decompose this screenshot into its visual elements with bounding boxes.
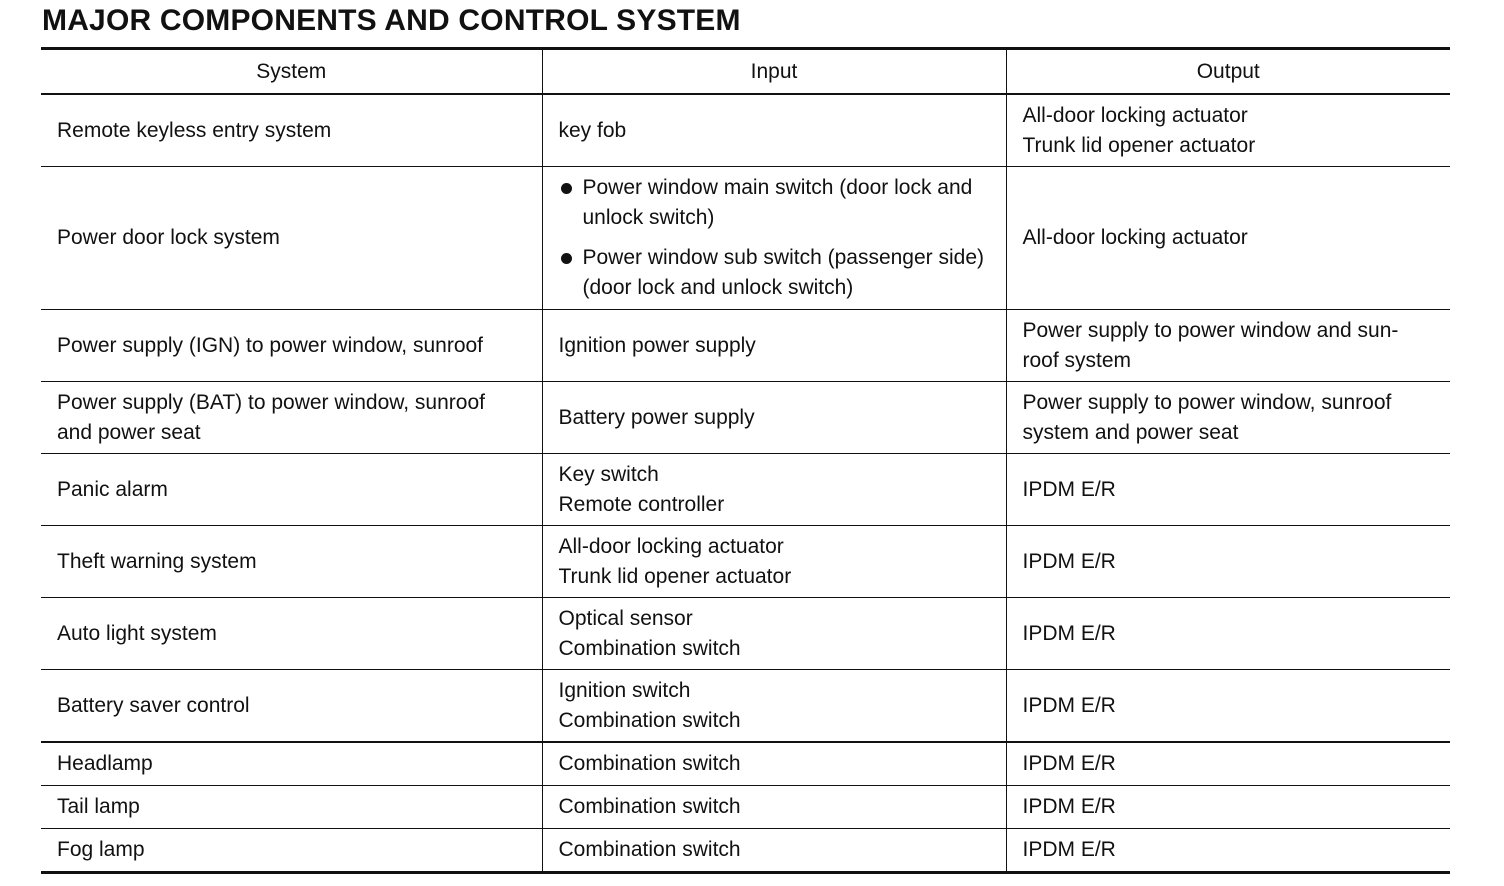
cell-text: Fog lamp	[57, 838, 145, 861]
header-system: System	[41, 49, 542, 95]
cell-system	[41, 382, 542, 454]
cell-text: IPDM E/R	[1022, 477, 1116, 501]
cell-text: Combination switch	[558, 795, 741, 818]
cell-text: roof system	[1022, 348, 1132, 372]
table-row-panic-alarm	[41, 454, 1450, 526]
cell-text: Ignition switch	[558, 678, 691, 702]
table-row-power-door-lock	[41, 167, 1450, 310]
cell-output	[1006, 94, 1450, 167]
cell-text: Tail lamp	[57, 795, 140, 818]
cell-text: IPDM E/R	[1022, 795, 1116, 818]
cell-text: Power door lock system	[57, 226, 280, 249]
cell-input	[542, 310, 1006, 382]
cell-text: Theft warning system	[57, 549, 257, 573]
cell-text: Battery power supply	[558, 405, 755, 429]
cell-text: Combination switch	[558, 636, 741, 660]
cell-text: Trunk lid opener actuator	[558, 564, 792, 588]
cell-text: Remote controller	[558, 492, 725, 516]
table-row-tail-lamp	[41, 786, 1450, 829]
table-row-power-supply-ign	[41, 310, 1450, 382]
cell-text: All-door locking actuator	[1022, 103, 1248, 127]
cell-text: Power supply to power window and sun-	[1022, 318, 1399, 342]
cell-output	[1006, 670, 1450, 743]
cell-text: IPDM E/R	[1022, 752, 1116, 775]
cell-text: Power supply to power window, sunroof	[1022, 390, 1392, 414]
cell-output	[1006, 742, 1450, 786]
header-output: Output	[1006, 49, 1450, 95]
input-bullet-list	[559, 173, 998, 303]
cell-text: Trunk lid opener actuator	[1022, 133, 1256, 157]
table-header-row	[41, 49, 1450, 95]
cell-system	[41, 742, 542, 786]
cell-output	[1006, 829, 1450, 873]
page-title: MAJOR COMPONENTS AND CONTROL SYSTEM	[42, 4, 741, 37]
table-row-fog-lamp	[41, 829, 1450, 873]
cell-system	[41, 167, 542, 310]
cell-text: Combination switch	[558, 708, 741, 732]
table-row-auto-light	[41, 598, 1450, 670]
bullet-item: Power window main switch (door lock and unlock switch)	[559, 173, 998, 233]
table-row-battery-saver	[41, 670, 1450, 743]
cell-system	[41, 598, 542, 670]
cell-text: Key switch	[558, 462, 659, 486]
cell-system	[41, 94, 542, 167]
table-row-headlamp	[41, 742, 1450, 786]
cell-text: Optical sensor	[558, 606, 693, 630]
cell-system	[41, 786, 542, 829]
cell-output	[1006, 167, 1450, 310]
cell-text: Headlamp	[57, 752, 153, 775]
cell-text: Auto light system	[57, 621, 217, 645]
cell-text: All-door locking actuator	[1022, 226, 1248, 249]
cell-text: system and power seat	[1022, 420, 1239, 444]
cell-input	[542, 526, 1006, 598]
cell-output	[1006, 526, 1450, 598]
cell-output	[1006, 310, 1450, 382]
cell-text: IPDM E/R	[1022, 549, 1116, 573]
cell-text: IPDM E/R	[1022, 838, 1116, 861]
cell-input	[542, 670, 1006, 743]
cell-input	[542, 94, 1006, 167]
cell-text: Power supply (IGN) to power window, sunroof	[57, 333, 484, 357]
table-row-remote-keyless-entry	[41, 94, 1450, 167]
table-row-power-supply-bat	[41, 382, 1450, 454]
cell-text: Combination switch	[558, 752, 741, 775]
bullet-item: Power window sub switch (passenger side) (door lock and unlock switch)	[559, 243, 998, 303]
cell-input	[542, 167, 1006, 310]
cell-system	[41, 526, 542, 598]
cell-input	[542, 598, 1006, 670]
cell-output	[1006, 454, 1450, 526]
cell-input	[542, 742, 1006, 786]
cell-input	[542, 829, 1006, 873]
cell-text: Ignition power supply	[558, 333, 756, 357]
cell-system	[41, 670, 542, 743]
cell-system	[41, 829, 542, 873]
cell-text: Power supply (BAT) to power window, sunroof	[57, 390, 485, 414]
cell-text: Remote keyless entry system	[57, 118, 332, 142]
cell-input	[542, 382, 1006, 454]
cell-system	[41, 454, 542, 526]
cell-text: and power seat	[57, 420, 201, 444]
cell-input	[542, 454, 1006, 526]
header-input: Input	[542, 49, 1006, 95]
components-table	[41, 47, 1450, 874]
cell-text: IPDM E/R	[1022, 693, 1116, 717]
cell-output	[1006, 786, 1450, 829]
cell-text: Combination switch	[558, 838, 741, 861]
cell-output	[1006, 382, 1450, 454]
cell-text: IPDM E/R	[1022, 621, 1116, 645]
cell-output	[1006, 598, 1450, 670]
cell-input	[542, 786, 1006, 829]
cell-text: Panic alarm	[57, 477, 168, 501]
cell-text: Battery saver control	[57, 693, 250, 717]
cell-system	[41, 310, 542, 382]
cell-text: key fob	[558, 118, 627, 142]
table-row-theft-warning	[41, 526, 1450, 598]
cell-text: All-door locking actuator	[558, 534, 784, 558]
